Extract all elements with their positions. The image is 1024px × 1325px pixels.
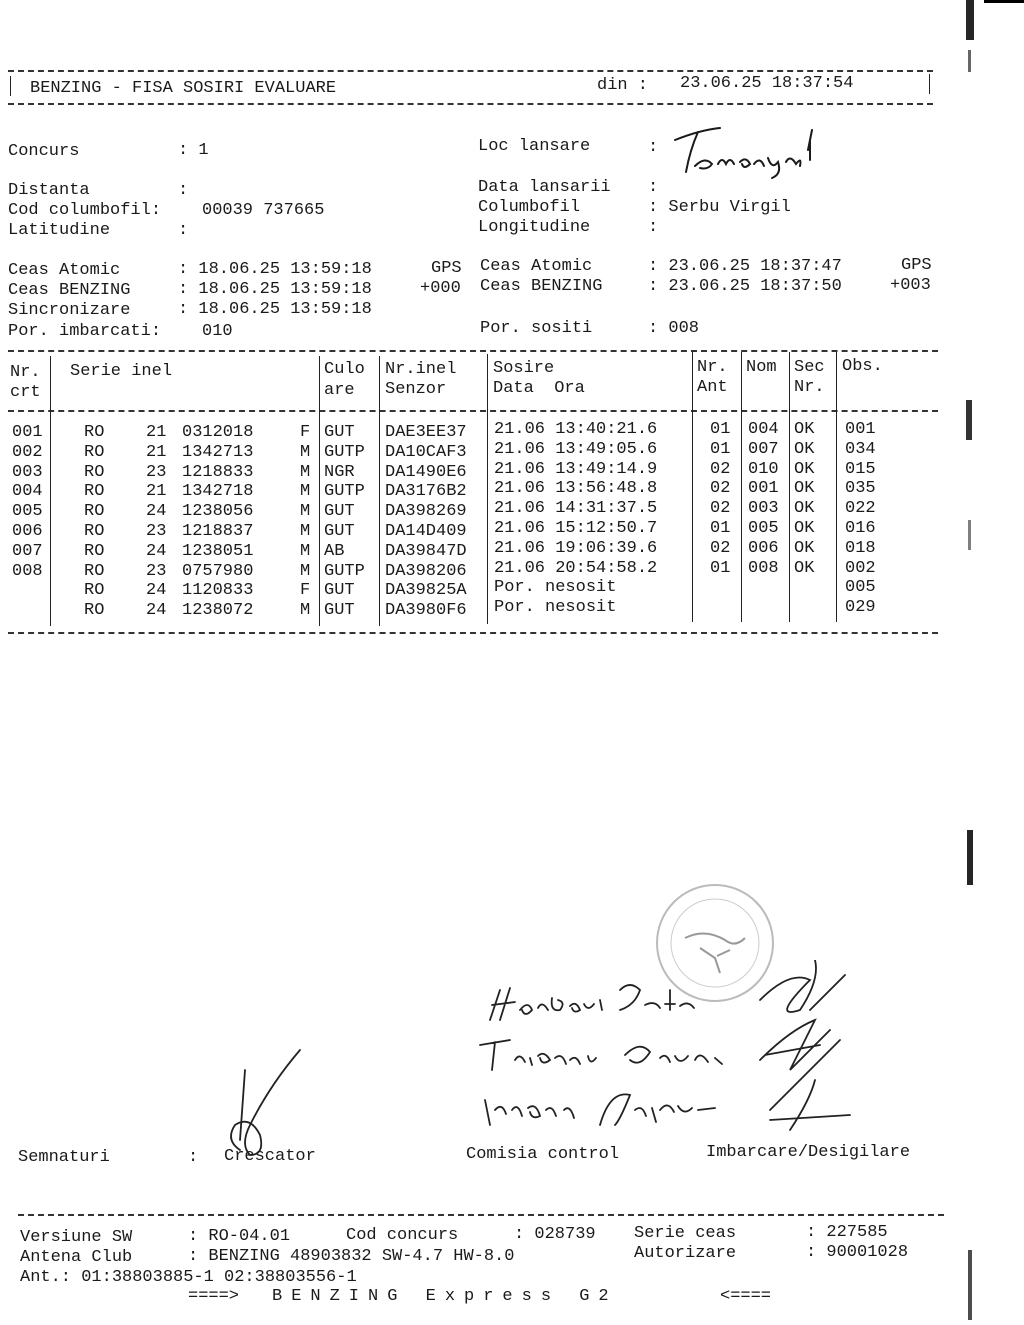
header-sec: Nr. [794, 378, 825, 397]
latitudine-label: Latitudine [8, 221, 111, 240]
cell-yr: 21 [146, 423, 167, 442]
cell-obs: 015 [845, 459, 876, 479]
header-left-border [10, 76, 11, 96]
cell-obs: 005 [845, 578, 876, 598]
versiune-label: Versiune SW [20, 1228, 133, 1247]
brand-suffix: <==== [720, 1287, 772, 1306]
cell-nr: 003 [12, 462, 43, 482]
sositi-label: Por. sositi [480, 319, 593, 338]
cell-color: GUT [324, 502, 355, 522]
cell-sec: OK [794, 479, 815, 499]
clock-right-label: Ceas Atomic [480, 257, 593, 276]
crescator-label: Crescator [224, 1147, 316, 1166]
clock-left-label: Sincronizare [8, 301, 131, 320]
cell-color: GUT [324, 423, 355, 442]
clock-left-label: Ceas BENZING [8, 281, 131, 300]
cell-ring: 1120833 [182, 581, 254, 601]
cod-columbofil-label: Cod columbofil: [8, 201, 162, 220]
cell-ant: 02 [710, 479, 731, 499]
col-divider [741, 352, 742, 622]
scan-mark [968, 1250, 972, 1320]
cod-concurs-label: Cod concurs [346, 1226, 459, 1245]
cell-yr: 24 [146, 601, 167, 621]
cell-ring: 1238072 [182, 601, 254, 621]
cell-sosire: 21.06 13:49:14.9 [494, 459, 658, 479]
semnaturi-label: Semnaturi [18, 1148, 110, 1167]
longitudine-value: : [648, 218, 659, 237]
cell-ring: 1342718 [182, 482, 254, 502]
cell-ring: 0757980 [182, 561, 254, 581]
data-lansarii-value: : [648, 178, 659, 197]
table-bottom-rule [8, 632, 938, 634]
col-divider [692, 352, 693, 622]
cell-sosire: 21.06 13:56:48.8 [494, 479, 658, 499]
cell-ant: 02 [710, 499, 731, 519]
cell-sec: OK [794, 499, 815, 519]
header-ant: Nr. [697, 358, 728, 377]
cell-ring: 1342713 [182, 442, 254, 462]
clock-left-value: : 18.06.25 13:59:18 [178, 260, 372, 279]
cell-sec: OK [794, 519, 815, 538]
cell-sosire: 21.06 13:49:05.6 [494, 439, 658, 459]
cell-sosire: 21.06 20:54:58.2 [494, 558, 658, 578]
comisia-signatures [470, 960, 870, 1140]
cell-country: RO [84, 581, 105, 601]
serie-ceas-value: : 227585 [806, 1223, 888, 1242]
cell-ant: 01 [710, 420, 731, 439]
report-date-label: din : [597, 76, 649, 95]
cell-country: RO [84, 561, 105, 581]
table-header-rule [8, 410, 938, 412]
cell-sex: M [300, 561, 311, 581]
report-date-value: 23.06.25 18:37:54 [680, 74, 854, 93]
cell-country: RO [84, 462, 105, 482]
data-lansarii-label: Data lansarii [478, 178, 611, 197]
cell-ant: 01 [710, 519, 731, 538]
cell-nom: 010 [748, 459, 779, 479]
header-culoare: Culo [324, 360, 365, 379]
cell-yr: 23 [146, 561, 167, 581]
cell-yr: 24 [146, 581, 167, 601]
cell-color: GUT [324, 581, 355, 601]
cell-color: AB [324, 541, 345, 561]
columbofil-label: Columbofil [478, 198, 581, 217]
header-inel: Senzor [385, 380, 447, 399]
imbarcati-value: 010 [202, 322, 233, 341]
col-divider [319, 356, 320, 626]
cell-obs: 035 [845, 479, 876, 499]
header-sosire: Sosire [493, 359, 555, 378]
col-divider [50, 356, 51, 626]
cell-color: GUTP [324, 442, 365, 462]
clock-left-label: Ceas Atomic [8, 261, 121, 280]
header-sec: Sec [794, 358, 825, 377]
cell-sosire: 21.06 19:06:39.6 [494, 538, 658, 558]
autorizare-value: : 90001028 [806, 1243, 909, 1262]
cell-senzor: DA3980F6 [385, 601, 467, 621]
cell-obs: 016 [845, 519, 876, 538]
cell-nr: 002 [12, 442, 43, 462]
cell-sec: OK [794, 439, 815, 459]
clock-right-suffix: GPS [901, 256, 932, 275]
cell-obs: 018 [845, 538, 876, 558]
loc-lansare-colon: : [648, 138, 659, 157]
cell-ant: 02 [710, 538, 731, 558]
cell-country: RO [84, 423, 105, 442]
cell-sex: M [300, 462, 311, 482]
versiune-value: : RO-04.01 [188, 1227, 291, 1246]
header-top-rule [8, 70, 933, 72]
cell-color: GUTP [324, 561, 365, 581]
header-obs: Obs. [842, 357, 883, 376]
cell-senzor: DA39825A [385, 581, 467, 601]
cell-nr: 001 [12, 423, 43, 442]
scan-mark [984, 0, 1024, 3]
cell-obs: 001 [845, 420, 876, 439]
cell-sosire: 21.06 14:31:37.5 [494, 499, 658, 519]
imbarcare-label: Imbarcare/Desigilare [706, 1143, 911, 1162]
cell-sec: OK [794, 558, 815, 578]
cell-obs: 002 [845, 558, 876, 578]
cell-sosire: 21.06 15:12:50.7 [494, 519, 658, 538]
antenna-line: Ant.: 01:38803885-1 02:38803556-1 [20, 1268, 357, 1287]
cell-nr: 006 [12, 522, 43, 541]
antena-label: Antena Club [20, 1248, 133, 1267]
cell-sec: OK [794, 420, 815, 439]
cell-obs: 022 [845, 499, 876, 519]
table-top-rule [8, 350, 938, 352]
cell-sex: M [300, 482, 311, 502]
cell-nr: 004 [12, 482, 43, 502]
cell-yr: 21 [146, 482, 167, 502]
header-culoare: are [324, 381, 355, 400]
cell-sex: M [300, 522, 311, 541]
cell-senzor: DA14D409 [385, 522, 467, 541]
cell-country: RO [84, 522, 105, 541]
cell-senzor: DA3176B2 [385, 482, 467, 502]
brand-prefix: ====> [188, 1287, 240, 1306]
cell-nom: 007 [748, 439, 779, 459]
cod-columbofil-value: 00039 737665 [202, 201, 325, 220]
clock-left-suffix: GPS [431, 259, 462, 278]
cell-senzor: DA10CAF3 [385, 442, 467, 462]
cell-yr: 24 [146, 502, 167, 522]
cell-yr: 23 [146, 522, 167, 541]
header-bottom-rule [8, 103, 933, 105]
concurs-label: Concurs [8, 142, 80, 161]
sositi-value: : 008 [648, 319, 700, 338]
cell-ring: 1218837 [182, 522, 254, 541]
clock-left-suffix: +000 [420, 279, 461, 298]
cell-nom: 001 [748, 479, 779, 499]
cell-obs: 029 [845, 598, 876, 618]
loc-lansare-label: Loc lansare [478, 137, 591, 156]
clock-right-value: : 23.06.25 18:37:47 [648, 257, 842, 276]
header-sosire: Data Ora [493, 379, 585, 398]
header-inel: Nr.inel [385, 360, 457, 379]
clock-left-value: : 18.06.25 13:59:18 [178, 280, 372, 299]
cell-sosire: Por. nesosit [494, 598, 617, 618]
cell-ring: 0312018 [182, 423, 254, 442]
cell-senzor: DA398269 [385, 502, 467, 522]
comisia-label: Comisia control [466, 1145, 620, 1164]
cell-color: GUTP [324, 482, 365, 502]
cell-senzor: DA39847D [385, 541, 467, 561]
distanta-label: Distanta [8, 181, 90, 200]
header-ant: Ant [697, 378, 728, 397]
header-right-border [929, 74, 930, 94]
cell-country: RO [84, 601, 105, 621]
cell-ring: 1238051 [182, 541, 254, 561]
cell-color: GUT [324, 601, 355, 621]
brand-name: BENZING Express G2 [272, 1287, 618, 1306]
scan-mark [966, 0, 974, 40]
loc-lansare-handwriting [660, 120, 830, 180]
page-title: BENZING - FISA SOSIRI EVALUARE [30, 79, 337, 98]
cell-nr: 008 [12, 561, 43, 581]
cell-yr: 21 [146, 442, 167, 462]
cell-country: RO [84, 482, 105, 502]
cell-sosire: 21.06 13:40:21.6 [494, 420, 658, 439]
cell-nom: 004 [748, 420, 779, 439]
header-nr: crt [10, 383, 41, 402]
header-serie: Serie inel [70, 362, 173, 381]
cell-ring: 1218833 [182, 462, 254, 482]
longitudine-label: Longitudine [478, 218, 591, 237]
cod-concurs-value: : 028739 [514, 1225, 596, 1244]
cell-senzor: DA398206 [385, 561, 467, 581]
serie-ceas-label: Serie ceas [634, 1224, 737, 1243]
scan-mark [967, 830, 973, 885]
cell-obs: 034 [845, 439, 876, 459]
clock-right-suffix: +003 [890, 276, 931, 295]
col-divider [789, 352, 790, 622]
cell-nom: 005 [748, 519, 779, 538]
cell-ring: 1238056 [182, 502, 254, 522]
cell-nom: 003 [748, 499, 779, 519]
cell-ant: 01 [710, 439, 731, 459]
cell-country: RO [84, 541, 105, 561]
cell-yr: 23 [146, 462, 167, 482]
cell-ant: 02 [710, 459, 731, 479]
cell-sex: M [300, 601, 311, 621]
columbofil-value: : Serbu Virgil [648, 198, 791, 217]
cell-senzor: DA1490E6 [385, 462, 467, 482]
cell-color: NGR [324, 462, 355, 482]
clock-right-label: Ceas BENZING [480, 277, 603, 296]
cell-ant: 01 [710, 558, 731, 578]
cell-nom: 006 [748, 538, 779, 558]
antena-value: : BENZING 48903832 SW-4.7 HW-8.0 [188, 1247, 515, 1266]
cell-sec: OK [794, 538, 815, 558]
latitudine-value: : [178, 221, 189, 240]
imbarcati-label: Por. imbarcati: [8, 322, 162, 341]
concurs-value: : 1 [178, 141, 209, 160]
header-nom: Nom [746, 358, 777, 377]
distanta-value: : [178, 181, 189, 200]
cell-country: RO [84, 502, 105, 522]
autorizare-label: Autorizare [634, 1244, 737, 1263]
cell-senzor: DAE3EE37 [385, 423, 467, 442]
cell-sex: F [300, 581, 311, 601]
cell-nr: 007 [12, 541, 43, 561]
scan-mark [968, 50, 971, 72]
clock-right-value: : 23.06.25 18:37:50 [648, 277, 842, 296]
cell-sex: F [300, 423, 311, 442]
cell-sosire: Por. nesosit [494, 578, 617, 598]
cell-nr: 005 [12, 502, 43, 522]
col-divider [487, 354, 488, 624]
footer-top-rule [18, 1214, 944, 1216]
cell-color: GUT [324, 522, 355, 541]
clock-left-value: : 18.06.25 13:59:18 [178, 300, 372, 319]
scan-mark [968, 520, 971, 550]
col-divider [379, 356, 380, 626]
cell-yr: 24 [146, 541, 167, 561]
cell-sex: M [300, 502, 311, 522]
cell-sex: M [300, 442, 311, 462]
cell-sec: OK [794, 459, 815, 479]
cell-sex: M [300, 541, 311, 561]
col-divider [836, 352, 837, 622]
semnaturi-colon: : [188, 1148, 199, 1167]
scan-mark [966, 400, 972, 440]
cell-nom: 008 [748, 558, 779, 578]
header-nr: Nr. [10, 363, 41, 382]
cell-country: RO [84, 442, 105, 462]
